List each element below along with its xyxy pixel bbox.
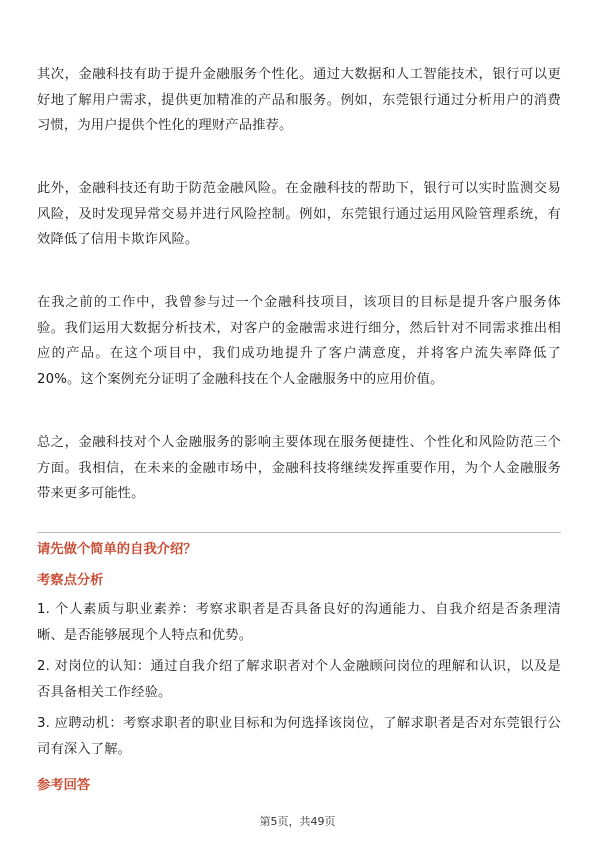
body-paragraph-risk-prevention: 此外，金融科技还有助于防范金融风险。在金融科技的帮助下，银行可以实时监测交易风险，及时发现异常交易并进行风险控制。例如，东莞银行通过运用风险管理系统，有效降低了信用卡欺诈风险。	[37, 181, 561, 247]
answer-heading: 参考回答	[37, 778, 91, 793]
body-paragraph-project-experience: 在我之前的工作中，我曾参与过一个金融科技项目，该项目的目标是提升客户服务体验。我们运用大数据分析技术，对客户的金融需求进行细分，然后针对不同需求推出相应的产品。在这个项目中，我们成功地提升了客户满意度，并将客户流失率降低了20%。这个案例充分证明了金融科技在个人金融服务中的应用价值。	[37, 295, 561, 387]
interview-question: 请先做个简单的自我介绍？	[37, 542, 197, 557]
analysis-item-1: 1. 个人素质与职业素养：考察求职者是否具备良好的沟通能力、自我介绍是否条理清晰、是否能够展现个人特点和优势。	[37, 602, 561, 643]
analysis-item-3: 3. 应聘动机：考察求职者的职业目标和为何选择该岗位，了解求职者是否对东莞银行公司有深入了解。	[37, 716, 561, 757]
analysis-item-2: 2. 对岗位的认知：通过自我介绍了解求职者对个人金融顾问岗位的理解和认识，以及是否具备相关工作经验。	[37, 659, 561, 700]
body-paragraph-personalization: 其次，金融科技有助于提升金融服务个性化。通过大数据和人工智能技术，银行可以更好地了解用户需求，提供更加精准的产品和服务。例如，东莞银行通过分析用户的消费习惯，为用户提供个性化的理财产品推荐。	[37, 67, 561, 133]
page-footer: 第5页，共49页	[259, 815, 336, 828]
section-divider	[37, 532, 561, 533]
body-paragraph-conclusion: 总之，金融科技对个人金融服务的影响主要体现在服务便捷性、个性化和风险防范三个方面。我相信，在未来的金融市场中，金融科技将继续发挥重要作用，为个人金融服务带来更多可能性。	[37, 435, 561, 501]
analysis-heading: 考察点分析	[37, 573, 104, 588]
